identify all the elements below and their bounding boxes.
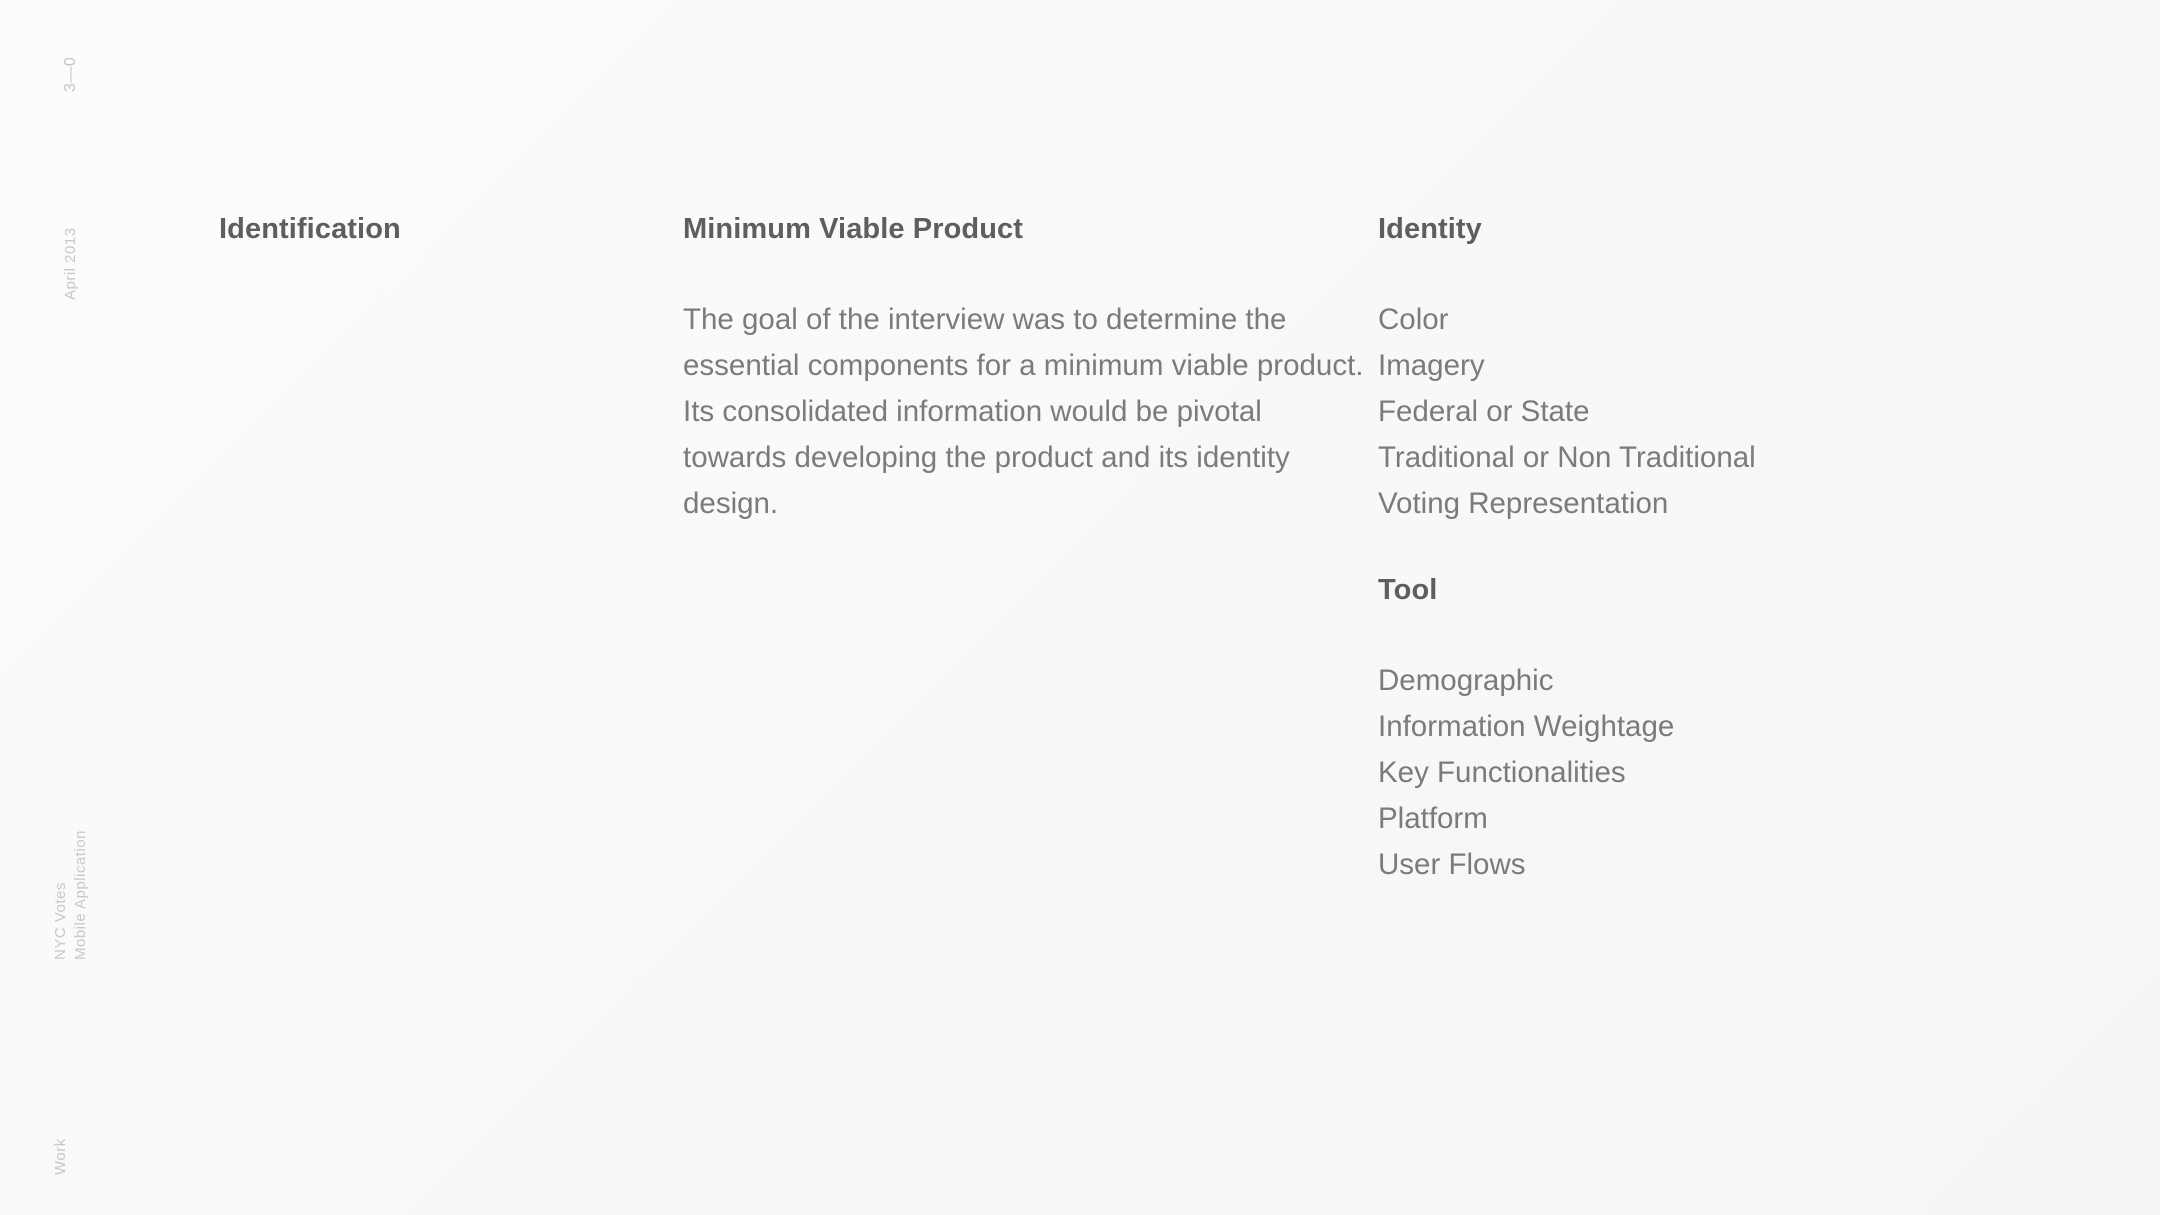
list-item: Platform <box>1378 801 1488 835</box>
page-number: 3—0 <box>62 56 79 92</box>
left-meta-rail <box>0 0 130 1215</box>
mvp-paragraph: The goal of the interview was to determine the essential components for a minimum viable product. Its consolidated information would be pivotal towards developing the product and its identity design. <box>683 302 1364 520</box>
identification-heading: Identification <box>219 213 401 245</box>
category-label: Work <box>52 1138 69 1175</box>
list-item: Key Functionalities <box>1378 755 1626 789</box>
column-identity-tool <box>1378 212 2078 888</box>
identity-heading: Identity <box>1378 213 1482 245</box>
project-subtitle-label: Mobile Application <box>72 830 89 960</box>
tool-section <box>1378 573 2078 888</box>
column-identification <box>219 212 639 247</box>
identity-list <box>1378 297 2078 527</box>
list-item: Traditional or Non Traditional <box>1378 440 1756 474</box>
list-item: User Flows <box>1378 847 1526 881</box>
list-item: Imagery <box>1378 348 1485 382</box>
tool-list <box>1378 658 2078 888</box>
list-item: Demographic <box>1378 663 1554 697</box>
list-item: Information Weightage <box>1378 709 1675 743</box>
tool-heading: Tool <box>1378 573 1438 606</box>
column-mvp <box>683 212 1373 527</box>
project-name-label: NYC Votes <box>52 882 69 960</box>
list-item: Voting Representation <box>1378 486 1669 520</box>
list-item: Federal or State <box>1378 394 1590 428</box>
mvp-heading: Minimum Viable Product <box>683 213 1024 245</box>
list-item: Color <box>1378 302 1449 336</box>
date-label: April 2013 <box>62 227 79 300</box>
